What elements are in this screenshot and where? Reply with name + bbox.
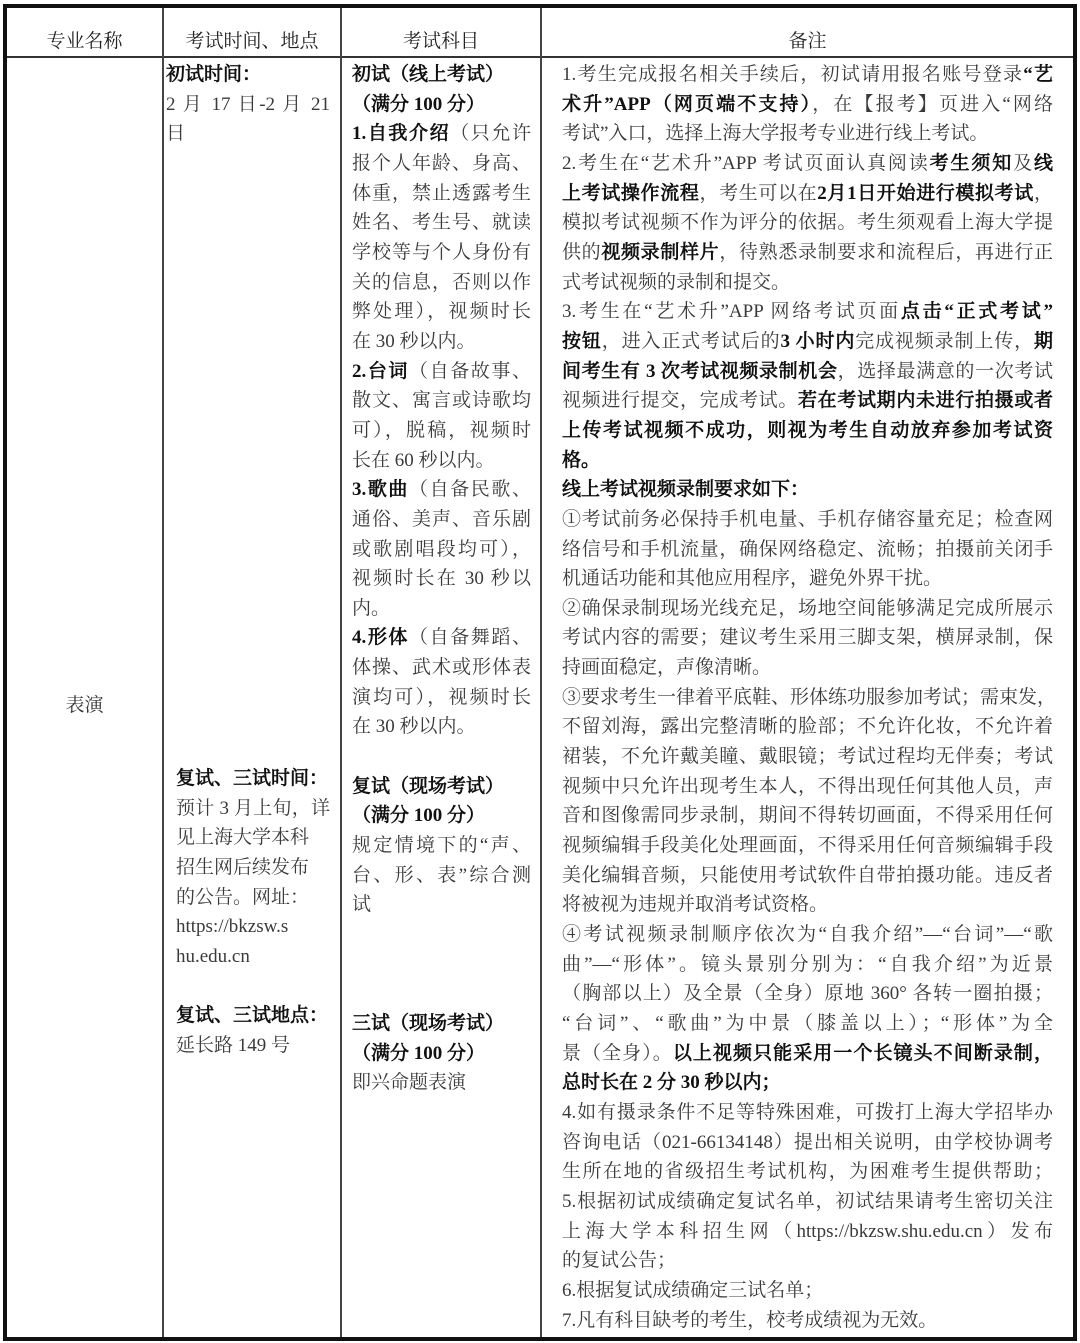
text-line: 音和图像需同步录制，期间不得转切画面，不得采用任何	[562, 805, 1053, 827]
text-line: （满分 100 分）	[352, 805, 486, 827]
text-line: 4.形体（自备舞蹈、	[352, 627, 531, 649]
column-divider	[340, 8, 342, 1337]
text-line: 初试时间：	[166, 64, 262, 85]
text-line: 散文、寓言或诗歌均	[352, 390, 531, 412]
text-line: 体重，禁止透露考生	[352, 182, 531, 204]
text-line: 长在 60 秒以内。	[352, 449, 495, 471]
text-line: （胸部以上）及全景（全身）原地 360° 各转一圈拍摄；	[562, 983, 1053, 1005]
text-line: 即兴命题表演	[352, 1072, 467, 1094]
text-line: 关的信息，否则以作	[352, 271, 531, 293]
text-line: 曲”—“形体”。镜头景别分别为：“自我介绍”为近景	[562, 953, 1053, 975]
text-line: 的公告。网址：	[176, 886, 310, 908]
text-line: 3.考生在“艺术升”APP 网络考试页面点击“正式考试”	[562, 301, 1053, 323]
text-line: “台词”、“歌曲”为中景（膝盖以上）；“形体”为全	[562, 1013, 1053, 1034]
text-line: 弊处理），视频时长	[352, 301, 531, 323]
text-line: 演均可），视频时长	[352, 686, 531, 708]
text-line: 上传考试视频不成功，则视为考生自动放弃参加考试资	[562, 419, 1053, 441]
text-line: 3.歌曲（自备民歌、	[352, 479, 531, 501]
major-name-cell: 表演	[65, 695, 104, 716]
text-line: 复试、三试时间：	[176, 768, 329, 789]
text-line: 2 月 17 日-2 月 21	[166, 93, 330, 115]
text-line	[352, 979, 531, 1009]
text-line: 的复试公告；	[562, 1250, 677, 1272]
text-line: 初试（线上考试）	[352, 64, 505, 85]
text-line: 2.台词（自备故事、	[352, 360, 531, 382]
text-line: （满分 100 分）	[352, 1042, 486, 1064]
text-line: 格。	[562, 449, 601, 471]
text-line: 间考生有 3 次考试视频录制机会，选择最满意的一次考试	[562, 360, 1053, 382]
text-line: 总时长在 2 分 30 秒以内；	[562, 1072, 781, 1094]
text-line	[176, 972, 330, 1002]
text-line: 三试（现场考试）	[352, 1013, 505, 1034]
text-line: 台、形、表”综合测	[352, 864, 531, 886]
text-line: 1.考生完成报名相关手续后，初试请用报名账号登录“艺	[562, 64, 1053, 85]
text-line: 报个人年龄、身高、	[352, 152, 531, 174]
header-subjects: 考试科目	[402, 31, 479, 52]
text-line: 式考试视频的录制和提交。	[562, 271, 791, 293]
remarks-cell	[562, 60, 1057, 1335]
text-line: 延长路 149 号	[176, 1034, 291, 1056]
text-line: 规定情境下的“声、	[352, 835, 531, 857]
text-line: 视频编辑手段美化处理画面，不得采用任何音频编辑手段	[562, 835, 1053, 857]
text-line: 考试内容的需要；建议考生采用三脚支架，横屏录制，保	[562, 627, 1053, 649]
text-line: 机通话功能和其他应用程序，避免外界干扰。	[562, 568, 943, 590]
text-line: 试	[352, 894, 372, 916]
text-line: ①考试前务必保持手机电量、手机存储容量充足；检查网	[562, 508, 1053, 530]
text-line: 视频进行提交，完成考试。若在考试期内未进行拍摄或者	[562, 390, 1053, 412]
text-line: 复试（现场考试）	[352, 775, 505, 797]
text-line: 美化编辑音频，只能使用考试软件自带拍摄功能。违反者	[562, 864, 1053, 886]
text-line: 持画面稳定，声像清晰。	[562, 657, 772, 679]
header-time-place: 考试时间、地点	[185, 31, 319, 52]
text-line: 视频中只允许出现考生本人，不得出现任何其他人员，声	[562, 775, 1053, 797]
text-line: 按钮，进入正式考试后的3 小时内完成视频录制上传，期	[562, 330, 1053, 352]
text-line: 咨询电话（021-66134148）提出相关说明，由学校协调考	[562, 1131, 1053, 1153]
text-line	[352, 742, 531, 772]
text-line: 姓名、考生号、就读	[352, 212, 531, 234]
first-round-time-cell	[166, 60, 330, 149]
text-line: 可），脱稿，视频时	[352, 419, 531, 441]
text-line: 复试、三试地点：	[176, 1005, 329, 1027]
text-line: ③要求考生一律着平底鞋、形体练功服参加考试；需束发，	[562, 686, 1057, 708]
column-divider	[540, 8, 542, 1337]
text-line: https://bkzsw.s	[176, 916, 289, 938]
text-line: 6.根据复试成绩确定三试名单；	[562, 1279, 824, 1301]
text-line: 预计 3 月上旬，详	[176, 797, 330, 819]
text-line: 术升”APP（网页端不支持），在【报考】页进入“网络	[562, 93, 1053, 115]
text-line	[352, 920, 531, 950]
text-line	[352, 950, 531, 980]
text-line: 通俗、美声、音乐剧	[352, 508, 531, 530]
text-line: 不留刘海，露出完整清晰的脸部；不允许化妆，不允许着	[562, 716, 1053, 738]
text-line: 4.如有摄录条件不足等特殊困难，可拨打上海大学招毕办	[562, 1101, 1053, 1123]
text-line: 学校等与个人身份有	[352, 241, 531, 263]
text-line: 考试”入口，选择上海大学报考专业进行线上考试。	[562, 123, 989, 145]
text-line: 在 30 秒以内。	[352, 330, 476, 352]
text-line: 供的视频录制样片，待熟悉录制要求和流程后，再进行正	[562, 241, 1053, 263]
text-line: 景（全身）。以上视频只能采用一个长镜头不间断录制，	[562, 1042, 1053, 1064]
text-line: hu.edu.cn	[176, 945, 250, 967]
text-line: 见上海大学本科	[176, 827, 310, 849]
later-rounds-time-place-cell	[176, 764, 330, 1061]
text-line: 5.根据初试成绩确定复试名单，初试结果请考生密切关注	[562, 1190, 1053, 1212]
text-line: 上考试操作流程，考生可以在2月1日开始进行模拟考试，	[562, 182, 1053, 204]
text-line: 在 30 秒以内。	[352, 716, 476, 738]
text-line: 内。	[352, 597, 391, 619]
column-divider	[162, 8, 164, 1337]
text-line: 1.自我介绍（只允许	[352, 123, 531, 145]
exam-subjects-cell	[352, 60, 531, 1098]
text-line: ②确保录制现场光线充足，场地空间能够满足完成所展示	[562, 597, 1053, 619]
text-line: 络信号和手机流量，确保网络稳定、流畅；拍摄前关闭手	[562, 538, 1053, 560]
text-line: 上海大学本科招生网（https://bkzsw.shu.edu.cn）发布	[562, 1220, 1053, 1242]
text-line: 模拟考试视频不作为评分的依据。考生须观看上海大学提	[562, 212, 1053, 234]
text-line: 2.考生在“艺术升”APP 考试页面认真阅读考生须知及线	[562, 152, 1053, 174]
text-line: ④考试视频录制顺序依次为“自我介绍”—“台词”—“歌	[562, 924, 1053, 946]
text-line: 视频时长在 30 秒以	[352, 568, 531, 590]
text-line: 将被视为违规并取消考试资格。	[562, 894, 829, 916]
text-line: 生所在地的省级招生考试机构，为困难考生提供帮助；	[562, 1161, 1053, 1183]
header-major: 专业名称	[46, 31, 123, 52]
text-line: 线上考试视频录制要求如下：	[562, 479, 810, 501]
text-line: 体操、武术或形体表	[352, 657, 531, 679]
header-remarks: 备注	[788, 31, 827, 52]
text-line: 7.凡有科目缺考的考生，校考成绩视为无效。	[562, 1309, 938, 1331]
text-line: 招生网后续发布	[176, 856, 310, 878]
text-line: 日	[166, 123, 186, 145]
text-line: （满分 100 分）	[352, 93, 486, 115]
text-line: 裙装，不允许戴美瞳、戴眼镜；考试过程均无伴奏；考试	[562, 746, 1053, 768]
text-line: 或歌剧唱段均可），	[352, 538, 531, 560]
